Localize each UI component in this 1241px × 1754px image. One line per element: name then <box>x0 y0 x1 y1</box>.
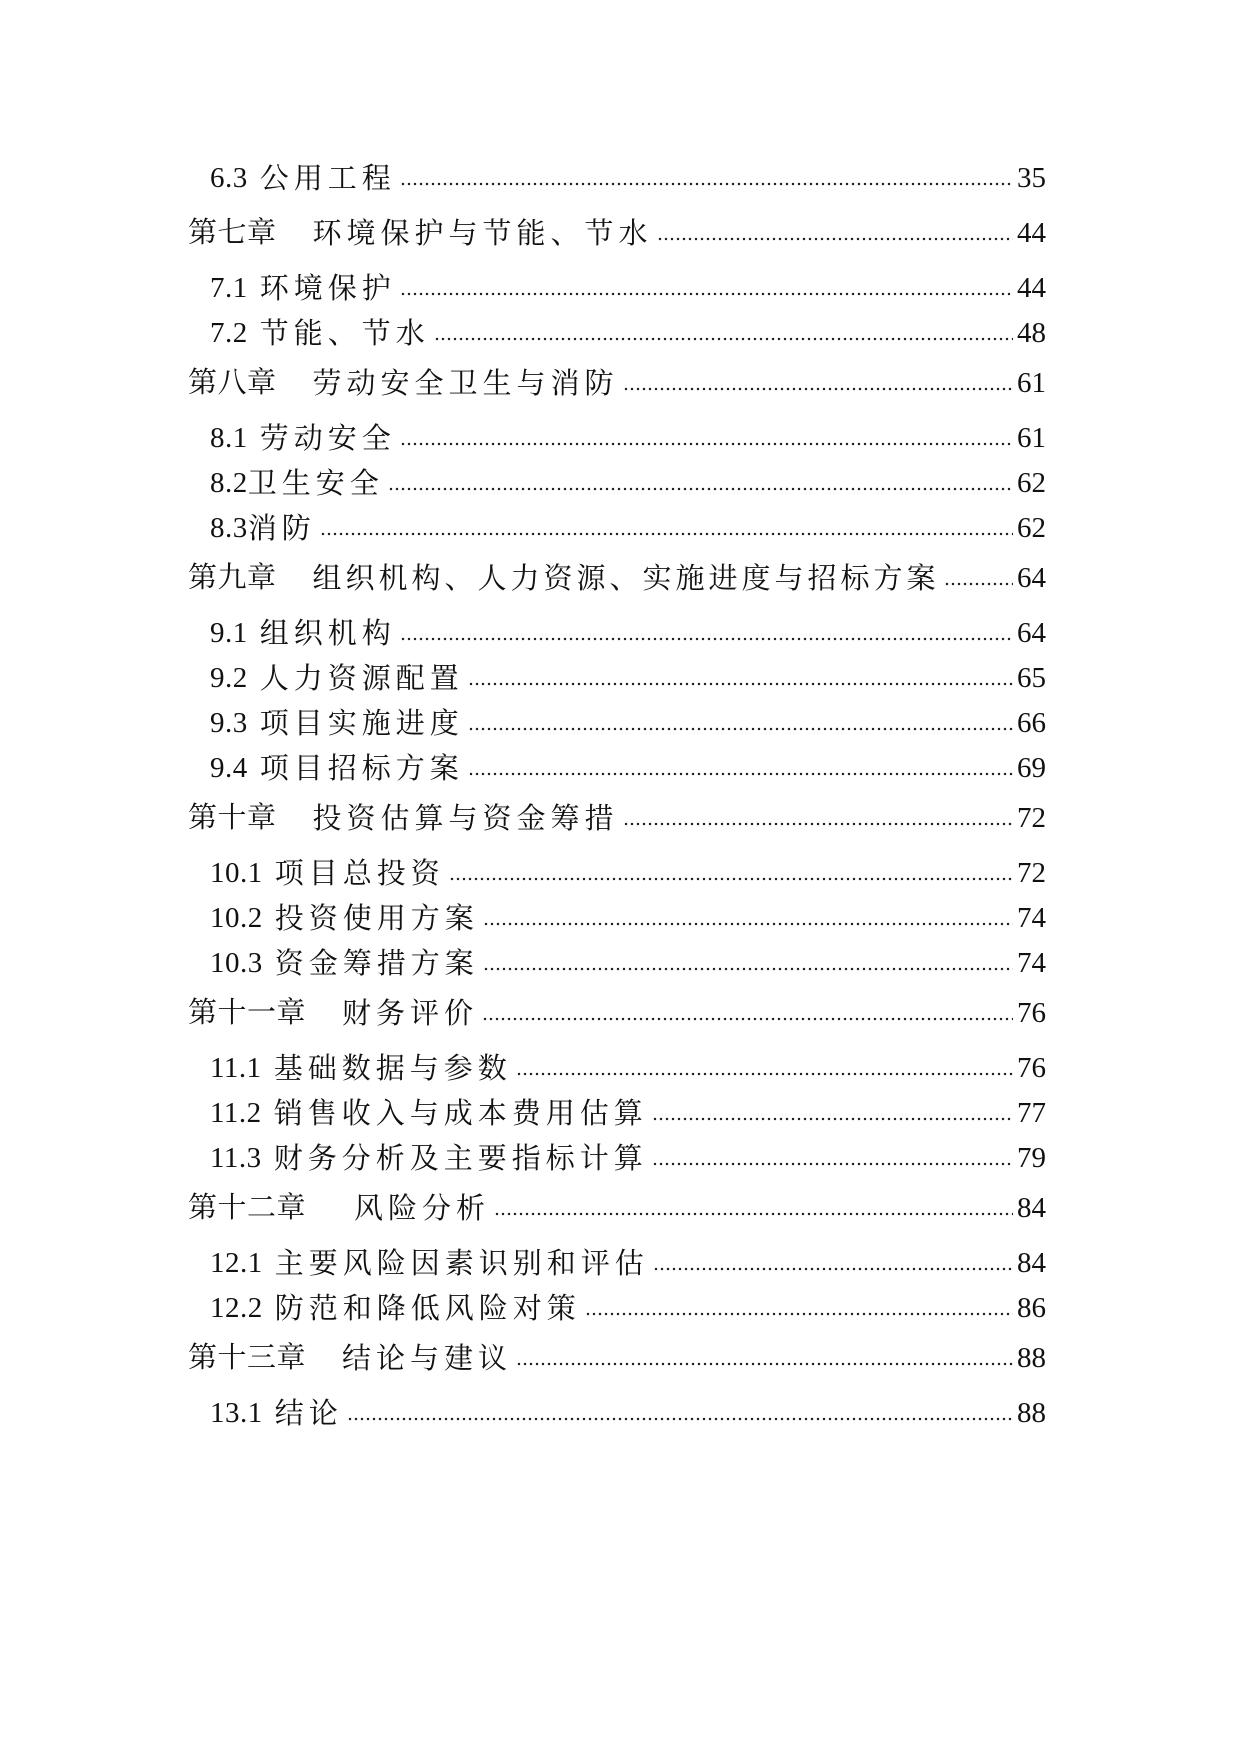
dot-leader <box>494 1210 1013 1218</box>
toc-entry-page: 65 <box>1017 662 1046 694</box>
toc-entry-chapter-13[interactable] <box>188 1338 1046 1378</box>
toc-entry-number: 11.3 <box>210 1142 262 1174</box>
toc-entry-number: 7.1 <box>210 272 248 304</box>
dot-leader <box>320 530 1013 538</box>
dot-leader <box>652 1160 1013 1168</box>
toc-entry-number: 9.1 <box>210 617 248 649</box>
toc-entry-page: 77 <box>1017 1097 1046 1129</box>
toc-entry-title: 财务评价 <box>342 996 479 1030</box>
dot-leader <box>585 1310 1013 1318</box>
toc-entry-page: 84 <box>1017 1192 1046 1224</box>
dot-leader <box>516 1360 1013 1368</box>
toc-entry-number: 11.2 <box>210 1097 262 1129</box>
toc-entry-page: 64 <box>1017 617 1046 649</box>
toc-entry-title: 组织机构 <box>259 616 396 650</box>
toc-entry-title: 项目总投资 <box>274 856 445 890</box>
toc-entry-9-2[interactable] <box>188 658 1046 698</box>
toc-entry-title: 节能、节水 <box>259 316 430 350</box>
toc-entry-page: 35 <box>1017 162 1046 194</box>
toc-entry-title: 项目招标方案 <box>259 751 464 785</box>
dot-leader <box>388 485 1013 493</box>
toc-chapter-number: 第七章 <box>188 217 277 249</box>
dot-leader <box>347 1415 1013 1423</box>
toc-entry-title: 消防 <box>247 511 316 545</box>
toc-entry-page: 44 <box>1017 217 1046 249</box>
toc-entry-title: 主要风险因素识别和评估 <box>274 1246 649 1280</box>
toc-entry-title: 投资估算与资金筹措 <box>312 801 619 835</box>
toc-chapter-number: 第九章 <box>188 562 277 594</box>
toc-entry-9-4[interactable] <box>188 748 1046 788</box>
toc-entry-number: 8.1 <box>210 422 248 454</box>
toc-entry-chapter-8[interactable] <box>188 363 1046 403</box>
dot-leader <box>623 385 1013 393</box>
toc-entry-page: 79 <box>1017 1142 1046 1174</box>
toc-entry-10-1[interactable] <box>188 853 1046 893</box>
toc-entry-chapter-10[interactable] <box>188 798 1046 838</box>
toc-entry-title: 风险分析 <box>354 1191 491 1225</box>
toc-entry-10-2[interactable] <box>188 898 1046 938</box>
toc-entry-title: 劳动安全 <box>259 421 396 455</box>
toc-chapter-number: 第十三章 <box>188 1342 307 1374</box>
dot-leader <box>516 1070 1013 1078</box>
dot-leader <box>623 820 1013 828</box>
toc-entry-8-3[interactable] <box>188 508 1046 548</box>
toc-entry-page: 61 <box>1017 422 1046 454</box>
toc-entry-13-1[interactable] <box>188 1393 1046 1433</box>
toc-entry-title: 基础数据与参数 <box>273 1051 512 1085</box>
toc-entry-page: 72 <box>1017 802 1046 834</box>
dot-leader <box>468 770 1013 778</box>
dot-leader <box>400 180 1013 188</box>
toc-entry-chapter-11[interactable] <box>188 993 1046 1033</box>
toc-entry-page: 48 <box>1017 317 1046 349</box>
toc-entry-number: 10.1 <box>210 857 263 889</box>
toc-entry-title: 环境保护 <box>259 271 396 305</box>
toc-entry-page: 72 <box>1017 857 1046 889</box>
toc-entry-page: 64 <box>1017 562 1046 594</box>
toc-entry-7-2[interactable] <box>188 313 1046 353</box>
toc-entry-9-3[interactable] <box>188 703 1046 743</box>
toc-entry-number: 10.2 <box>210 902 263 934</box>
toc-chapter-number: 第八章 <box>188 367 277 399</box>
dot-leader <box>400 290 1013 298</box>
toc-entry-number: 8.2 <box>210 467 248 499</box>
toc-entry-page: 74 <box>1017 947 1046 979</box>
toc-chapter-number: 第十一章 <box>188 997 307 1029</box>
toc-entry-page: 86 <box>1017 1292 1046 1324</box>
toc-entry-title: 劳动安全卫生与消防 <box>312 366 619 400</box>
toc-entry-chapter-9[interactable] <box>188 558 1046 598</box>
toc-entry-page: 69 <box>1017 752 1046 784</box>
dot-leader <box>468 680 1013 688</box>
toc-entry-number: 9.4 <box>210 752 248 784</box>
dot-leader <box>482 1015 1013 1023</box>
dot-leader <box>944 580 1013 588</box>
dot-leader <box>449 875 1013 883</box>
dot-leader <box>483 965 1013 973</box>
toc-entry-page: 76 <box>1017 1052 1046 1084</box>
toc-entry-number: 10.3 <box>210 947 263 979</box>
toc-entry-page: 84 <box>1017 1247 1046 1279</box>
toc-entry-page: 44 <box>1017 272 1046 304</box>
toc-entry-9-1[interactable] <box>188 613 1046 653</box>
toc-entry-number: 12.2 <box>210 1292 263 1324</box>
toc-entry-number: 8.3 <box>210 512 248 544</box>
dot-leader <box>400 440 1013 448</box>
toc-entry-title: 防范和降低风险对策 <box>274 1291 581 1325</box>
toc-entry-page: 88 <box>1017 1342 1046 1374</box>
toc-entry-title: 销售收入与成本费用估算 <box>273 1096 648 1130</box>
toc-entry-6-3[interactable] <box>188 158 1046 198</box>
toc-entry-number: 13.1 <box>210 1397 263 1429</box>
toc-entry-7-1[interactable] <box>188 268 1046 308</box>
dot-leader <box>652 1115 1013 1123</box>
toc-entry-number: 7.2 <box>210 317 248 349</box>
toc-entry-title: 组织机构、人力资源、实施进度与招标方案 <box>312 561 940 595</box>
toc-entry-title: 人力资源配置 <box>259 661 464 695</box>
toc-entry-8-2[interactable] <box>188 463 1046 503</box>
toc-entry-title: 公用工程 <box>259 161 396 195</box>
toc-entry-page: 88 <box>1017 1397 1046 1429</box>
dot-leader <box>468 725 1013 733</box>
toc-chapter-number: 第十二章 <box>188 1192 307 1224</box>
toc-entry-page: 62 <box>1017 467 1046 499</box>
toc-entry-chapter-12[interactable] <box>188 1188 1046 1228</box>
toc-entry-title: 投资使用方案 <box>274 901 479 935</box>
toc-entry-page: 66 <box>1017 707 1046 739</box>
toc-entry-chapter-7[interactable] <box>188 213 1046 253</box>
toc-entry-12-2[interactable] <box>188 1288 1046 1328</box>
dot-leader <box>483 920 1013 928</box>
toc-entry-title: 环境保护与节能、节水 <box>312 216 653 250</box>
toc-entry-8-1[interactable] <box>188 418 1046 458</box>
dot-leader <box>657 235 1013 243</box>
toc-entry-number: 11.1 <box>210 1052 262 1084</box>
toc-entry-number: 6.3 <box>210 162 248 194</box>
toc-entry-page: 74 <box>1017 902 1046 934</box>
toc-entry-title: 项目实施进度 <box>259 706 464 740</box>
toc-entry-title: 结论与建议 <box>342 1341 513 1375</box>
toc-entry-title: 卫生安全 <box>247 466 384 500</box>
toc-entry-title: 结论 <box>274 1396 343 1430</box>
toc-entry-10-3[interactable] <box>188 943 1046 983</box>
toc-entry-11-1[interactable] <box>188 1048 1046 1088</box>
toc-entry-11-2[interactable] <box>188 1093 1046 1133</box>
toc-entry-number: 9.3 <box>210 707 248 739</box>
toc-entry-11-3[interactable] <box>188 1138 1046 1178</box>
toc-entry-page: 61 <box>1017 367 1046 399</box>
dot-leader <box>434 335 1013 343</box>
toc-entry-number: 12.1 <box>210 1247 263 1279</box>
toc-entry-number: 9.2 <box>210 662 248 694</box>
dot-leader <box>400 635 1013 643</box>
toc-entry-title: 财务分析及主要指标计算 <box>273 1141 648 1175</box>
toc-entry-12-1[interactable] <box>188 1243 1046 1283</box>
dot-leader <box>653 1265 1013 1273</box>
toc-entry-title: 资金筹措方案 <box>274 946 479 980</box>
toc-entry-page: 62 <box>1017 512 1046 544</box>
toc-chapter-number: 第十章 <box>188 802 277 834</box>
toc-entry-page: 76 <box>1017 997 1046 1029</box>
